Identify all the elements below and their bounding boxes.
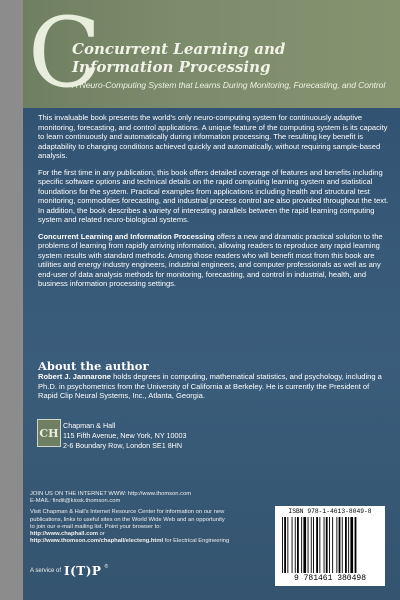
title-line-1: Concurrent Learning and <box>72 40 286 58</box>
description <box>38 113 390 296</box>
publisher-address-2: 2-6 Boundary Row, London SE1 8HN <box>63 440 183 450</box>
chaphall-link[interactable]: http://www.chaphall.com <box>30 531 99 538</box>
resource-center-end: for Electrical Engineering <box>163 538 230 545</box>
publisher-address-1: 115 Fifth Avenue, New York, NY 10003 <box>63 430 187 440</box>
book-subtitle <box>72 80 397 91</box>
barcode-panel <box>275 506 385 586</box>
barcode-number: 9 781461 380498 <box>293 574 366 583</box>
left-gray-band <box>0 0 23 600</box>
resource-center-or: or <box>98 531 105 538</box>
subtitle-end: Monitoring, Forecasting, and Control <box>247 80 386 90</box>
publisher-info <box>63 421 186 450</box>
internet-resource-center <box>30 509 230 545</box>
description-paragraph-2: For the first time in any publication, this book offers detailed coverage of features and benefits including specific software options and technical details on the rapid computing learning system and statistical foundations for the system. Practical examples from applications including health and structural test monitoring, commodities forecasting, and industrial process control are also provided throughout the text. In addition, the book describes a variety of interesting parallels between the rapid learning computing system and related neuro-biological systems. <box>38 167 389 224</box>
resource-center-text: Visit Chapman & Hall's Internet Resource Center for information on our new publications, links to useful sites on the World Wide Web and an opportunity to join our e-mail mailing list. Point your browser to: <box>30 509 225 530</box>
internet-email[interactable]: E-MAIL: findit@kiosk.thomson.com <box>30 498 121 505</box>
paragraph-3-text: offers a new and dramatic practical solution to the problems of learning from rapidly arriving information, allowing readers to reproduce any rapid learning system results with standard methods. Among those readers who will benefit most from this book are utilities and energy industry engineers, industrial engineers, and computer professionals as well as any end-user of data analysis methods for monitoring, forecasting, and control in industrial, health, and business information processing settings. <box>38 231 383 288</box>
author-name: Robert J. Jannarone <box>38 372 111 381</box>
decorative-initial: C <box>28 0 102 109</box>
service-text: A service of <box>30 568 62 574</box>
electeng-link[interactable]: http://www.thomson.com/chaphall/electeng.html <box>30 538 164 545</box>
internet-info <box>30 491 230 549</box>
book-title <box>72 40 392 76</box>
barcode-icon <box>281 517 379 573</box>
isbn-text: ISBN 978-1-4613-8049-8 <box>288 508 372 515</box>
subtitle-start: A Neuro-Computing System that Learns <box>72 80 223 90</box>
internet-www[interactable]: JOIN US ON THE INTERNET WWW: http://www.thomson.com <box>30 491 192 497</box>
publisher-name: Chapman & Hall <box>63 421 116 430</box>
internet-contact <box>30 491 230 505</box>
about-author-heading: About the author <box>38 359 149 373</box>
itp-logo: I(T)P <box>64 564 102 578</box>
description-paragraph-3 <box>38 232 390 289</box>
author-bio: holds degrees in computing, mathematical statistics, and psychology, including a Ph.D. in psychometrics from the University of California at Berkeley. He is currently the President of Rapid Clip Neural Systems, Inc., Atlanta, Georgia. <box>38 372 382 400</box>
about-author-text <box>38 372 390 401</box>
subtitle-emphasis: During <box>222 80 248 90</box>
title-line-2: Information Processing <box>72 58 271 76</box>
registered-mark: ® <box>104 564 109 570</box>
description-paragraph-1: This invaluable book presents the world's only neuro-computing system for continuously adaptive monitoring, forecasting, and control applications. A unique feature of the computing system is its capacity to learn continuously and automatically during information processing. The resulting key benefit is adaptability to changing conditions achieved quickly and automatically, without requiring sample-based analysis. <box>38 113 388 160</box>
itp-service <box>30 564 108 578</box>
chapman-hall-logo: CH <box>37 419 61 447</box>
book-title-inline: Concurrent Learning and Information Processing <box>38 231 215 241</box>
